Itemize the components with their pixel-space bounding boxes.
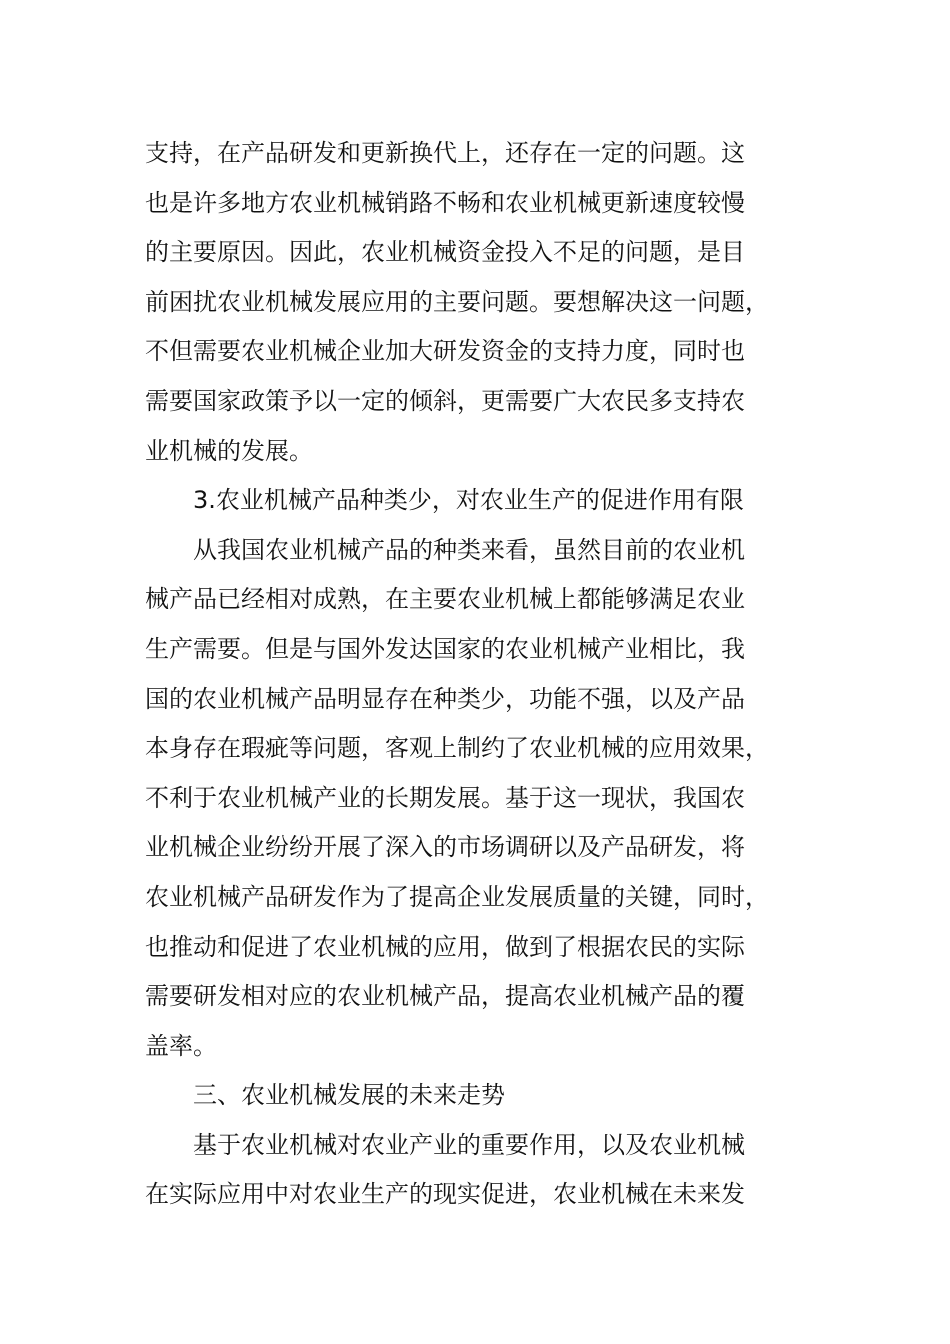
text-line: 业机械的发展。 — [145, 436, 313, 465]
text-line: 盖率。 — [145, 1031, 217, 1060]
text-line: 基于农业机械对农业产业的重要作用，以及农业机械 — [193, 1130, 745, 1159]
text-line: 前困扰农业机械发展应用的主要问题。要想解决这一问题， — [145, 287, 769, 316]
text-line: 也推动和促进了农业机械的应用，做到了根据农民的实际 — [145, 932, 745, 961]
text-line: 需要国家政策予以一定的倾斜，更需要广大农民多支持农 — [145, 386, 745, 415]
section-heading: 三、农业机械发展的未来走势 — [193, 1081, 505, 1110]
text-line: 在实际应用中对农业生产的现实促进，农业机械在未来发 — [145, 1180, 745, 1209]
text-line: 械产品已经相对成熟，在主要农业机械上都能够满足农业 — [145, 585, 745, 614]
text-line: 不但需要农业机械企业加大研发资金的支持力度，同时也 — [145, 337, 745, 366]
body-text — [145, 129, 797, 1220]
text-line: 本身存在瑕疵等问题，客观上制约了农业机械的应用效果， — [145, 734, 769, 763]
section-heading: 3.农业机械产品种类少，对农业生产的促进作用有限 — [193, 486, 744, 515]
text-line: 从我国农业机械产品的种类来看，虽然目前的农业机 — [193, 535, 745, 564]
text-line: 支持，在产品研发和更新换代上，还存在一定的问题。这 — [145, 139, 745, 167]
text-line: 业机械企业纷纷开展了深入的市场调研以及产品研发，将 — [145, 833, 745, 862]
text-line: 需要研发相对应的农业机械产品，提高农业机械产品的覆 — [145, 982, 745, 1011]
text-line: 不利于农业机械产业的长期发展。基于这一现状，我国农 — [145, 783, 745, 812]
text-line: 农业机械产品研发作为了提高企业发展质量的关键，同时， — [145, 882, 769, 911]
text-line: 国的农业机械产品明显存在种类少，功能不强，以及产品 — [145, 684, 745, 713]
text-line: 生产需要。但是与国外发达国家的农业机械产业相比，我 — [145, 634, 745, 663]
text-line: 也是许多地方农业机械销路不畅和农业机械更新速度较慢 — [145, 188, 745, 217]
text-line: 的主要原因。因此，农业机械资金投入不足的问题，是目 — [145, 238, 745, 267]
